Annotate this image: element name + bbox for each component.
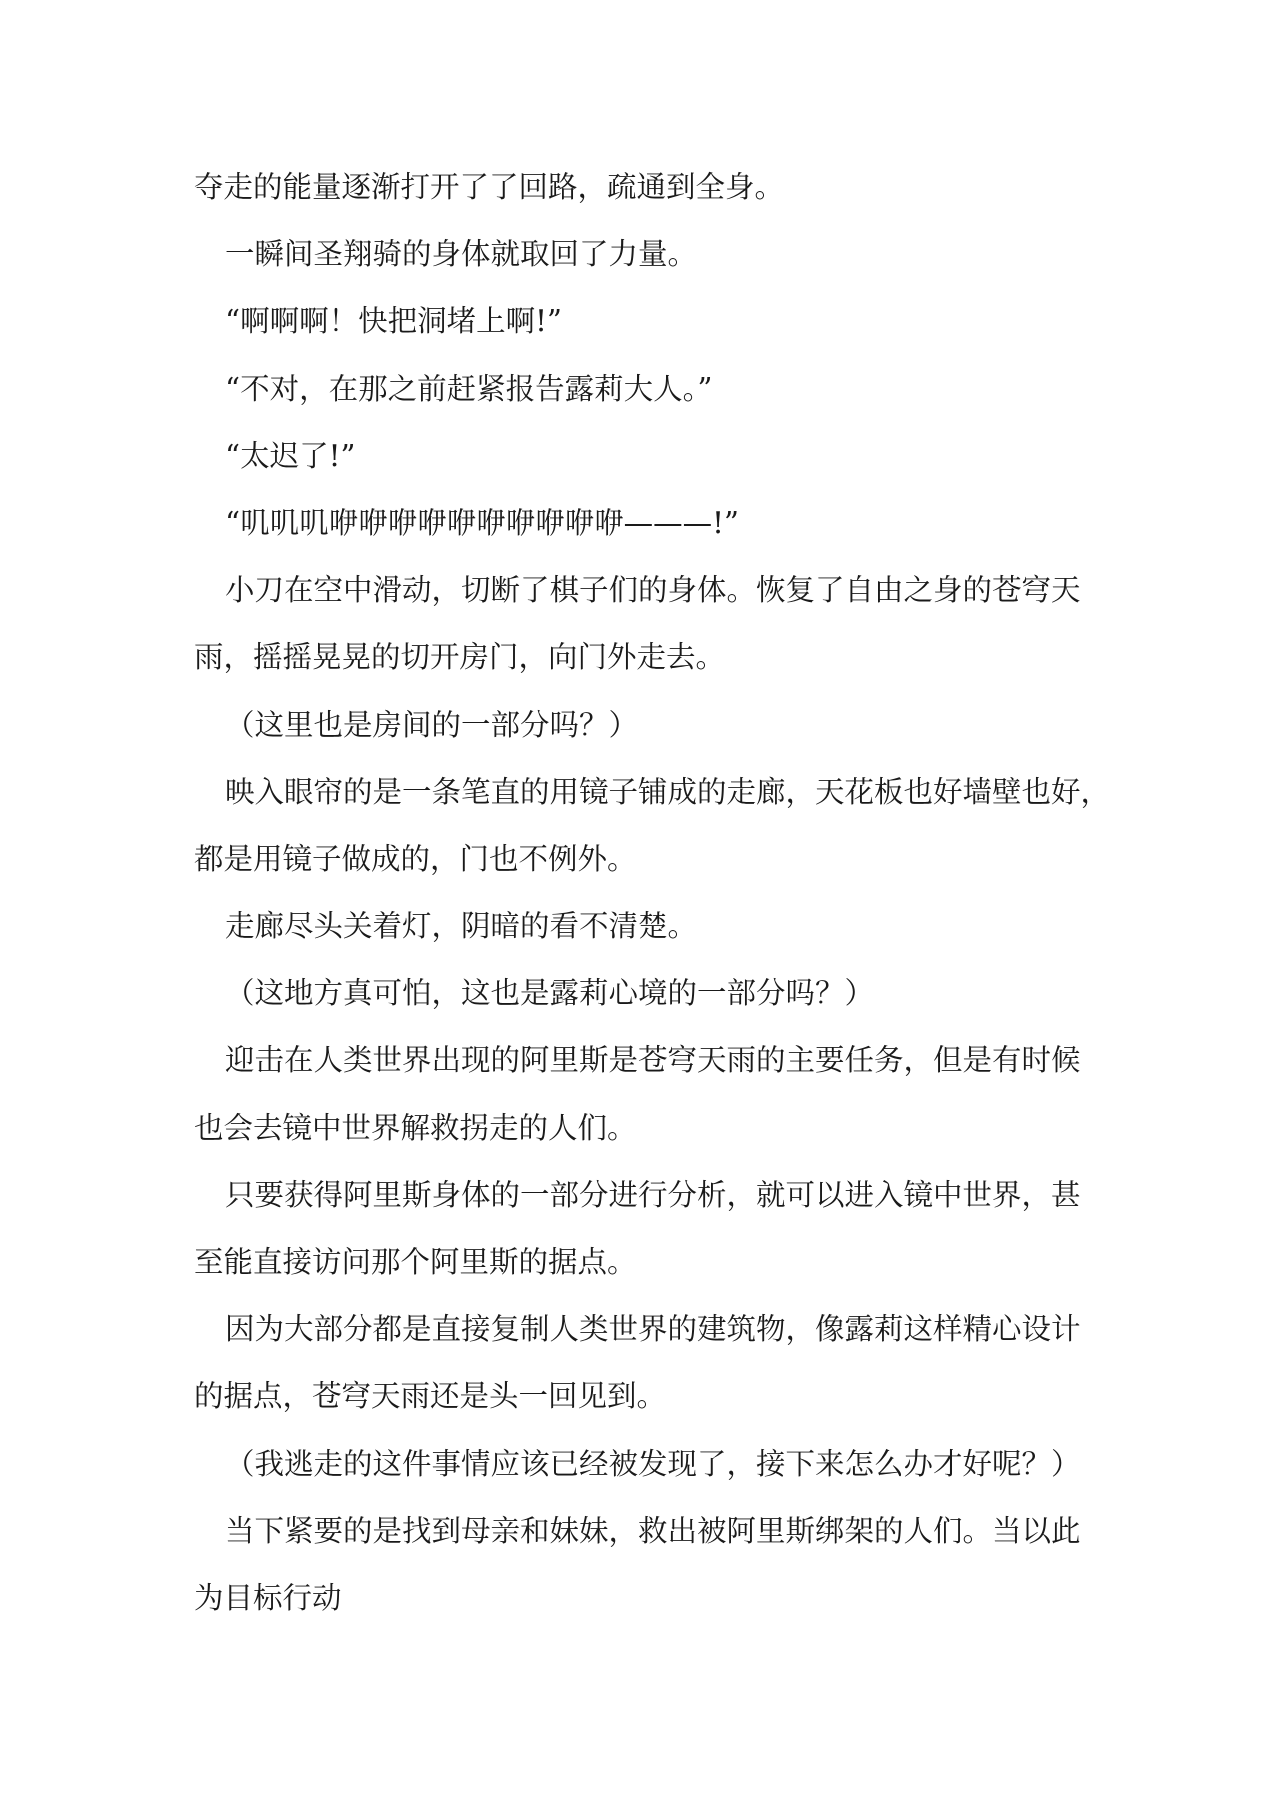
text-line: “太迟了!”: [225, 438, 356, 473]
text-line: 迎击在人类世界出现的阿里斯是苍穹天雨的主要任务，但是有时候: [225, 1043, 1081, 1078]
paragraph: [194, 692, 1094, 759]
paragraph: [194, 356, 1094, 423]
paragraph: [194, 960, 1094, 1027]
paragraph: [194, 154, 1094, 221]
body-text: [194, 154, 1111, 1632]
paragraph: [194, 1162, 1094, 1296]
text-line: 因为大部分都是直接复制人类世界的建筑物，像露莉这样精心设计: [225, 1312, 1081, 1347]
text-line: 都是用镜子做成的，门也不例外。: [194, 841, 637, 876]
paragraph: [194, 759, 1111, 893]
text-line: 为目标行动: [194, 1580, 342, 1615]
text-line: “啊啊啊！快把洞堵上啊!”: [225, 304, 563, 339]
paragraph: [194, 221, 1094, 288]
paragraph: [194, 1027, 1094, 1161]
text-line: （这里也是房间的一部分吗？）: [225, 707, 639, 742]
text-line: 的据点，苍穹天雨还是头一回见到。: [194, 1379, 667, 1414]
text-line: 小刀在空中滑动，切断了棋子们的身体。恢复了自由之身的苍穹天: [225, 573, 1081, 608]
text-line: 至能直接访问那个阿里斯的据点。: [194, 1245, 637, 1279]
paragraph: [194, 1498, 1094, 1632]
text-line: （这地方真可怕，这也是露莉心境的一部分吗？）: [225, 976, 875, 1011]
text-line: 一瞬间圣翔骑的身体就取回了力量。: [225, 237, 698, 272]
text-line: 雨，摇摇晃晃的切开房门，向门外走去。: [194, 640, 726, 675]
text-line: （我逃走的这件事情应该已经被发现了，接下来怎么办才好呢？）: [225, 1446, 1081, 1481]
paragraph: [194, 1296, 1094, 1430]
text-line: 也会去镜中世界解救拐走的人们。: [194, 1110, 637, 1145]
text-line: 映入眼帘的是一条笔直的用镜子铺成的走廊，天花板也好墙壁也好，: [225, 774, 1111, 809]
text-line: 当下紧要的是找到母亲和妹妹，救出被阿里斯绑架的人们。当以此: [225, 1513, 1081, 1548]
text-line: “叽叽叽咿咿咿咿咿咿咿咿咿咿———!”: [225, 505, 740, 540]
text-line: “不对，在那之前赶紧报告露莉大人。”: [225, 371, 713, 406]
paragraph: [194, 490, 1094, 557]
paragraph: [194, 893, 1094, 960]
paragraph: [194, 557, 1094, 691]
text-line: 夺走的能量逐渐打开了了回路，疏通到全身。: [194, 170, 785, 204]
paragraph: [194, 423, 1094, 490]
paragraph: [194, 1431, 1094, 1498]
paragraph: [194, 288, 1094, 355]
text-line: 只要获得阿里斯身体的一部分进行分析，就可以进入镜中世界，甚: [225, 1177, 1081, 1212]
text-line: 走廊尽头关着灯，阴暗的看不清楚。: [225, 909, 698, 944]
